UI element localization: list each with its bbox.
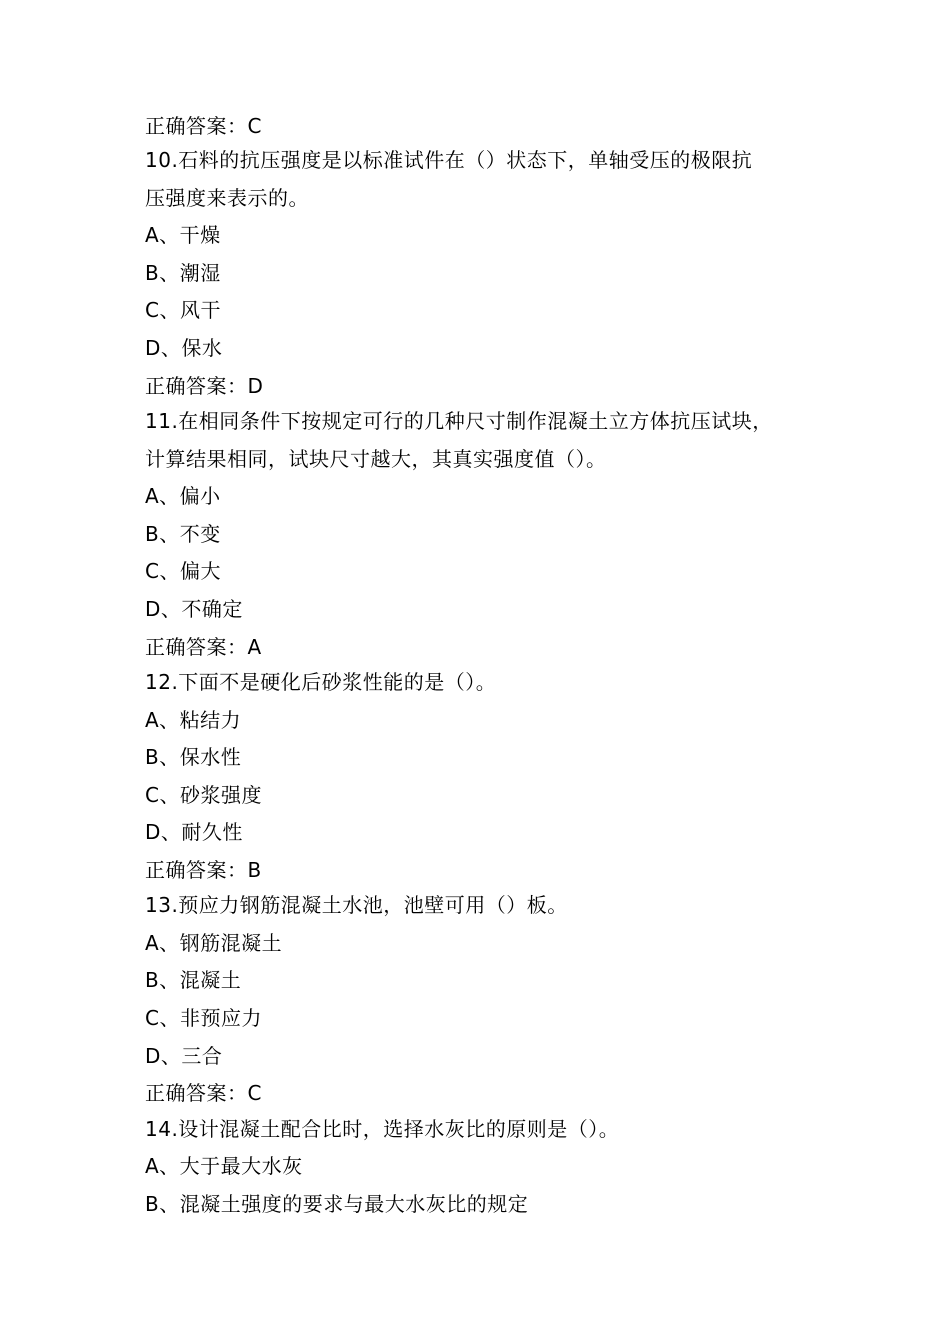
q11-option-c: C、偏大 [145, 559, 221, 583]
q13-option-a: A、钢筋混凝土 [145, 931, 283, 955]
q10-option-b: B、潮湿 [145, 261, 221, 285]
answer-line-q10: 正确答案：D [145, 374, 264, 398]
question-11-text: 11.在相同条件下按规定可行的几种尺寸制作混凝土立方体抗压试块， [145, 409, 773, 433]
q13-option-b: B、混凝土 [145, 968, 242, 992]
answer-line-q13: 正确答案：C [145, 1081, 262, 1105]
question-11-text-cont: 计算结果相同，试块尺寸越大，其真实强度值（）。 [145, 447, 607, 471]
q11-option-b: B、不变 [145, 522, 221, 546]
question-13-text: 13.预应力钢筋混凝土水池，池壁可用（）板。 [145, 893, 568, 917]
answer-line-q12: 正确答案：B [145, 858, 262, 882]
question-10-text: 10.石料的抗压强度是以标准试件在（）状态下，单轴受压的极限抗 [145, 148, 753, 172]
q13-option-d: D、三合 [145, 1044, 223, 1068]
answer-line-q9: 正确答案：C [145, 114, 262, 138]
q12-option-d: D、耐久性 [145, 820, 243, 844]
q10-option-a: A、干燥 [145, 223, 221, 247]
q13-option-c: C、非预应力 [145, 1006, 262, 1030]
answer-line-q11: 正确答案：A [145, 635, 262, 659]
q14-option-a: A、大于最大水灰 [145, 1154, 303, 1178]
q14-option-b: B、混凝土强度的要求与最大水灰比的规定 [145, 1192, 529, 1216]
question-10-text-cont: 压强度来表示的。 [145, 186, 309, 210]
q11-option-a: A、偏小 [145, 484, 221, 508]
question-12-text: 12.下面不是硬化后砂浆性能的是（）。 [145, 670, 497, 694]
q12-option-b: B、保水性 [145, 745, 242, 769]
q10-option-d: D、保水 [145, 336, 223, 360]
question-14-text: 14.设计混凝土配合比时，选择水灰比的原则是（）。 [145, 1117, 620, 1141]
q11-option-d: D、不确定 [145, 597, 243, 621]
q12-option-c: C、砂浆强度 [145, 783, 262, 807]
q10-option-c: C、风干 [145, 298, 221, 322]
q12-option-a: A、粘结力 [145, 708, 242, 732]
